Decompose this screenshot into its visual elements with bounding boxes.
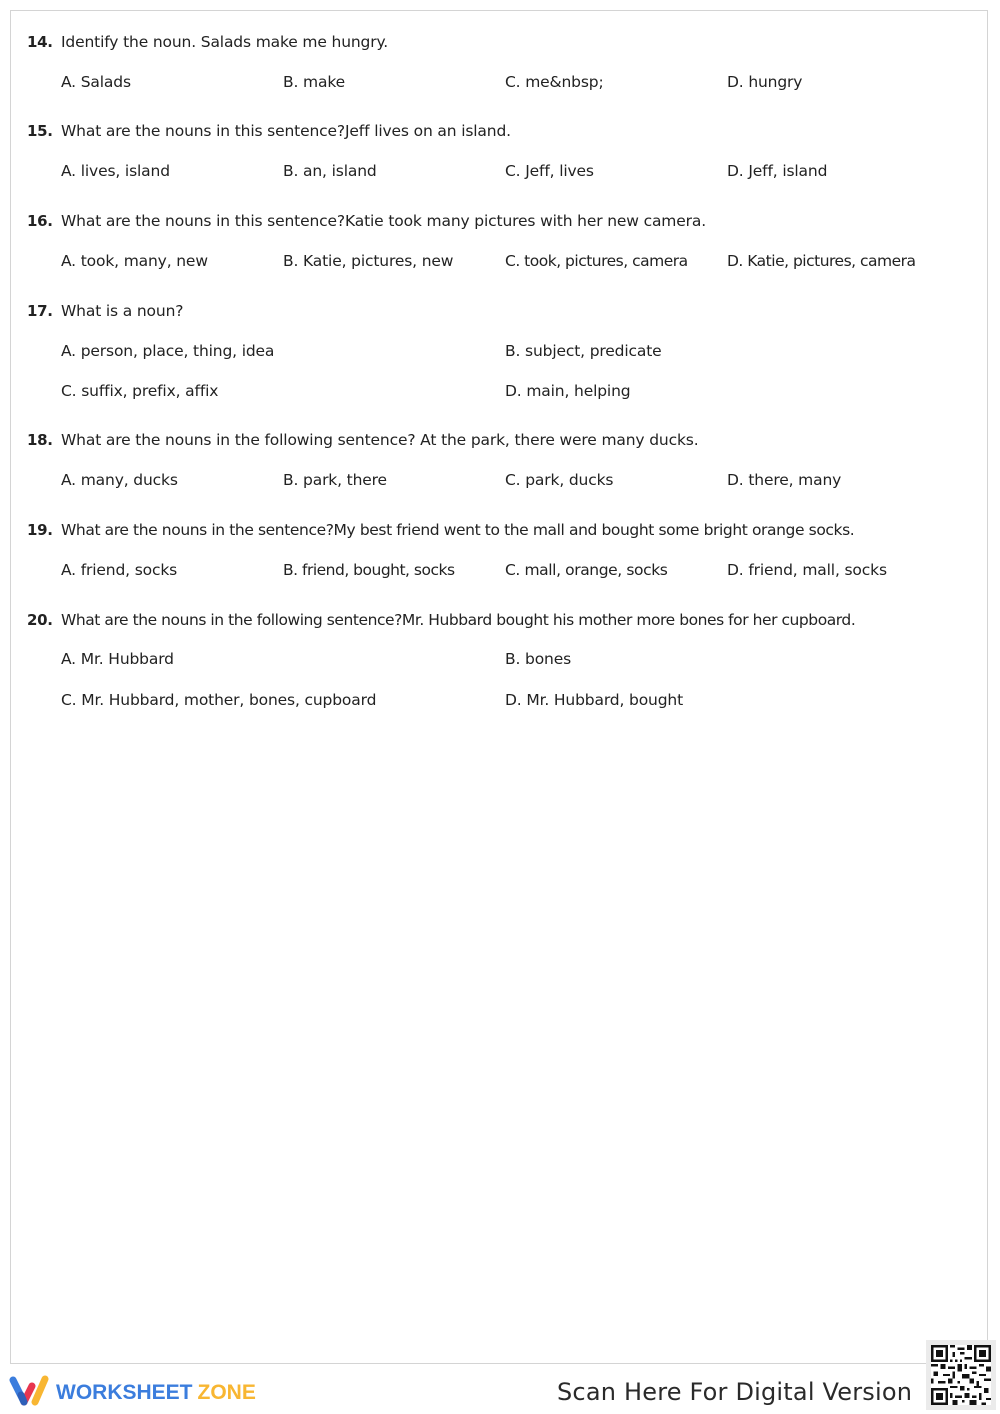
option-b[interactable]: B. bones xyxy=(505,650,572,668)
question-text: What is a noun? xyxy=(61,302,184,320)
brand-name-zone: ZONE xyxy=(197,1381,256,1404)
option-b[interactable]: B. subject, predicate xyxy=(505,342,662,360)
question-number: 18. xyxy=(27,431,53,449)
option-d[interactable]: D. there, many xyxy=(727,471,842,489)
option-b[interactable]: B. an, island xyxy=(283,162,377,180)
option-d[interactable]: D. Jeff, island xyxy=(727,162,828,180)
option-d[interactable]: D. main, helping xyxy=(505,382,631,400)
option-a[interactable]: A. took, many, new xyxy=(61,252,208,270)
option-c[interactable]: C. suffix, prefix, affix xyxy=(61,382,219,400)
option-c[interactable]: C. Mr. Hubbard, mother, bones, cupboard xyxy=(61,691,377,709)
w-logo-icon xyxy=(8,1374,50,1412)
option-c[interactable]: C. Jeff, lives xyxy=(505,162,594,180)
question-text: What are the nouns in this sentence?Katie took many pictures with her new camera. xyxy=(61,212,706,230)
question-number: 20. xyxy=(27,611,53,629)
option-a[interactable]: A. person, place, thing, idea xyxy=(61,342,275,360)
option-d[interactable]: D. Katie, pictures, camera xyxy=(727,252,916,270)
scan-instruction: Scan Here For Digital Version xyxy=(557,1378,913,1406)
option-c[interactable]: C. me&nbsp; xyxy=(505,73,604,91)
option-b[interactable]: B. park, there xyxy=(283,471,387,489)
question-text: What are the nouns in this sentence?Jeff lives on an island. xyxy=(61,122,511,140)
question-number: 14. xyxy=(27,33,53,51)
question-number: 19. xyxy=(27,521,53,539)
option-c[interactable]: C. took, pictures, camera xyxy=(505,252,688,270)
qr-code-icon[interactable] xyxy=(926,1340,996,1410)
option-d[interactable]: D. hungry xyxy=(727,73,803,91)
option-a[interactable]: A. Mr. Hubbard xyxy=(61,650,174,668)
option-a[interactable]: A. lives, island xyxy=(61,162,170,180)
option-b[interactable]: B. make xyxy=(283,73,345,91)
question-number: 17. xyxy=(27,302,53,320)
option-d[interactable]: D. friend, mall, socks xyxy=(727,561,887,579)
question-text: Identify the noun. Salads make me hungry. xyxy=(61,33,389,51)
option-b[interactable]: B. Katie, pictures, new xyxy=(283,252,454,270)
brand-name-worksheet: WORKSHEET xyxy=(56,1381,193,1404)
question-text: What are the nouns in the following sentence?Mr. Hubbard bought his mother more bones for her cupboard. xyxy=(61,611,856,629)
option-b[interactable]: B. friend, bought, socks xyxy=(283,561,455,579)
option-a[interactable]: A. many, ducks xyxy=(61,471,178,489)
question-text: What are the nouns in the following sentence? At the park, there were many ducks. xyxy=(61,431,699,449)
option-c[interactable]: C. park, ducks xyxy=(505,471,614,489)
worksheetzone-logo[interactable] xyxy=(8,1376,256,1410)
question-number: 16. xyxy=(27,212,53,230)
option-a[interactable]: A. Salads xyxy=(61,73,131,91)
question-text: What are the nouns in the sentence?My best friend went to the mall and bought some bright orange socks. xyxy=(61,521,855,539)
question-number: 15. xyxy=(27,122,53,140)
option-d[interactable]: D. Mr. Hubbard, bought xyxy=(505,691,684,709)
option-c[interactable]: C. mall, orange, socks xyxy=(505,561,668,579)
option-a[interactable]: A. friend, socks xyxy=(61,561,178,579)
